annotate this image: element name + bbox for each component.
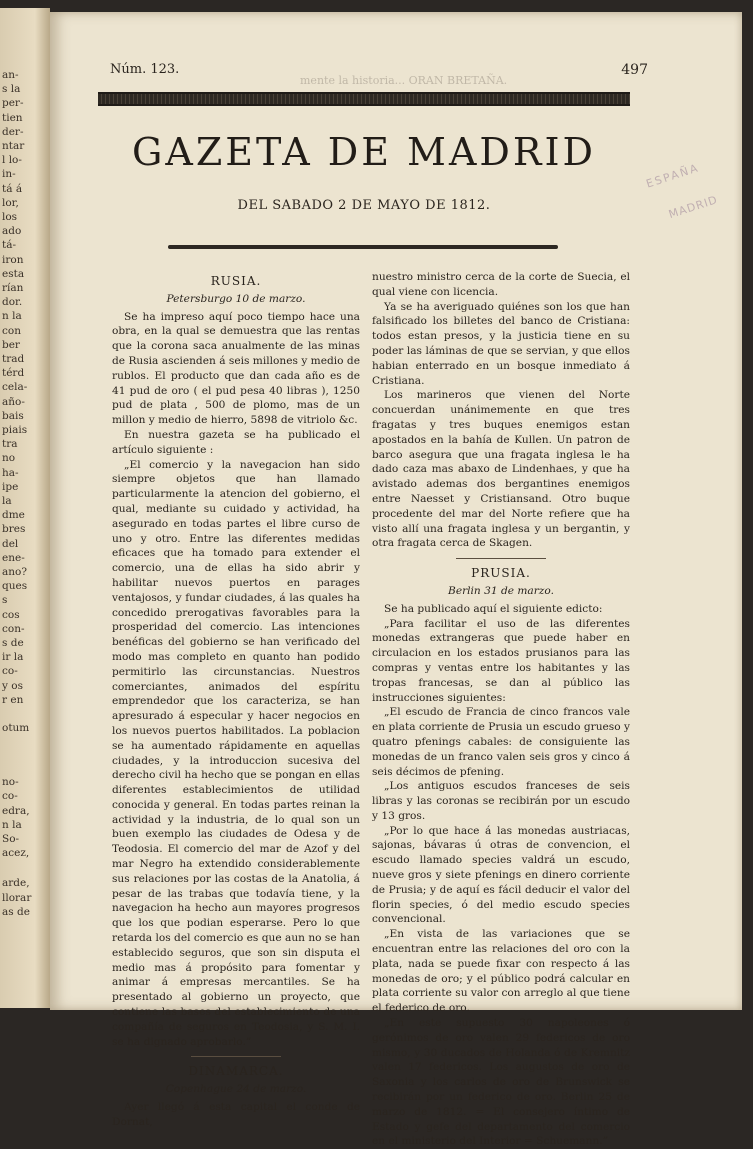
left-page-fragment: los	[2, 211, 18, 223]
section-separator	[456, 558, 546, 559]
left-page-fragment: iron	[2, 253, 24, 266]
left-page-fragment: ber	[2, 338, 20, 351]
prusia-paragraph: „Por lo que hace á las monedas austriacas, sajonas, bávaras ú otras de convencion, el escudo llamado species valdrá un escudo, nueve gros y siete pfenings en dinero corriente de Prusia; y de aquí es fácil deducir el valor del florin species, ó del medio escudo species convencional.	[372, 824, 630, 926]
left-page-fragment: ano?	[2, 566, 27, 578]
prusia-paragraph: „Los antiguos escudos franceses de seis libras y las coronas se recibirán por un escudo y 13 gros.	[372, 780, 630, 822]
left-page-fragment: del	[2, 537, 19, 550]
rusia-paragraph: Se ha impreso aquí poco tiempo hace una obra, en la qual se demuestra que las rentas que la corona saca anualmente de las minas de Rusia ascienden á seis millones y medio de rublos. El producto que dan cada año es de 41 pud de oro ( el pud pesa 40 libras ), 1250 pud de plata , 500 de plomo, mas de un millon y medio de hierro, 5898 de vitriolo &c.	[112, 310, 360, 427]
left-page-fragment: cela-	[2, 381, 28, 394]
left-page-fragment: con-	[2, 622, 25, 635]
left-page-fragment: tá á	[2, 182, 23, 195]
left-page-fragment: ques	[2, 580, 28, 593]
dinamarca-paragraph-start: Ayer llegó á esta capital el conde de Dornat,	[112, 1101, 360, 1128]
left-page-fragment: ene-	[2, 551, 25, 564]
dinamarca-paragraph: nuestro ministro cerca de la corte de Suecia, el qual viene con licencia.	[372, 271, 630, 298]
right-column	[372, 270, 630, 1149]
library-stamp	[628, 149, 748, 256]
left-page-fragment: tra	[2, 438, 18, 451]
left-page-fragment: piais	[2, 424, 28, 436]
left-page-fragment: esta	[2, 267, 25, 280]
section-heading-prusia: PRUSIA.	[471, 566, 531, 581]
left-page-fragment: cos	[2, 608, 20, 621]
left-page-fragment: y os	[2, 679, 23, 692]
stamp-line-1: ESPAÑA	[644, 161, 701, 191]
left-page-fragment: ha-	[2, 466, 19, 479]
dateline-berlin: Berlin 31 de marzo.	[448, 584, 554, 597]
left-page-fragment: no-	[2, 776, 19, 789]
date-rule	[168, 245, 558, 249]
left-page-fragment: s de	[2, 637, 24, 649]
issue-date: DEL SABADO 2 DE MAYO DE 1812.	[237, 198, 491, 213]
left-page-fragment: n la	[2, 818, 22, 831]
left-page-fragment: con	[2, 324, 21, 337]
left-page-fragment: ipe	[2, 480, 19, 493]
left-page-fragment: dme	[2, 509, 25, 522]
left-page-fragment: bais	[2, 409, 24, 422]
left-page-fragment: ntar	[2, 140, 25, 152]
left-page-fragment: in-	[2, 168, 16, 181]
left-page-fragment: tá-	[2, 239, 17, 252]
left-page-edge	[0, 8, 50, 1008]
left-page-fragment: der-	[2, 125, 24, 138]
left-page-fragment: ado	[2, 225, 22, 238]
prusia-paragraph: „En este supuesto 30 napoleones ó gerónimos de oro valen 29 federicos de oro mismo, y 30 ducados de Holanda ó de Kremnitz valen 17 federicos. Los augustos de oro de Saxonia y los carlos de oro de Brunswick se recibirán por un federico de oro. Berlin 25 de marzo de 1812. = El consejero íntimo de Estado y gefe del departamento del comercio en el ministerio del Interior = Schuemann.”	[372, 1017, 630, 1148]
prusia-paragraph: „Para facilitar el uso de las diferentes monedas extrangeras que puede haber en circulacion en los estados prusianos para las compras y ventas entre los habitantes y las tropas francesas, se dan al público las instrucciones siguientes:	[372, 617, 630, 704]
rusia-paragraph: „El comercio y la navegacion han sido siempre objetos que han llamado particularmente la atencion del gobierno, el qual, mediante su cuidado y actividad, ha asegurado en todas partes el libre curso de uno y otro. Entre las diferentes medidas eficaces que ha tomado para extender el comercio, una de ellas ha sido abrir y habilitar nuevos puertos en parages ventajosos, y fundar ciudades, á las quales ha concedido prerogativas favorables para la prosperidad del comercio. Las intenciones benéficas del gobierno se han verificado del modo mas completo en quanto han podido permitirlo las circunstancias. Nuestros comerciantes, animados del espíritu emprendedor que los caracteriza, se han apresurado á especular y hacer negocios en los nuevos puertos habilitados. La poblacion se ha aumentado rápidamente en aquellas ciudades, y la introduccion sucesiva del derecho civil ha hecho que se pongan en ellas diferentes establecimientos de utilidad conocida y general. En todas partes reinan la actividad y la industria, de lo qual son un buen exemplo las ciudades de Odesa y de Teodosia. El comercio del mar de Azof y del mar Negro ha extendido considerablemente sus relaciones por las costas de la Anatolia, á pesar de las trabas que todavía tiene, y la navegacion ha hecho aun mayores progresos que los que podian esperarse. Pero lo que retarda los del comercio es que aun no se han establecido seguros, que son sin disputa el medio mas á propósito para fomentar y animar á empresas mercantiles. Se ha presentado al gobierno un proyecto, que contiene las bases del establecimiento de una compañía de seguros en Teodosia, y S. M. I. se ha dignado aprobarlo.”	[112, 458, 360, 1048]
masthead-title: GAZETA DE MADRID	[132, 130, 596, 174]
left-page-fragment: bres	[2, 523, 26, 536]
left-page-fragment: acez,	[2, 847, 30, 860]
left-page-fragment: co-	[2, 790, 18, 803]
page-number: 497	[621, 62, 648, 78]
left-page-fragment: año-	[2, 395, 25, 408]
left-page-fragment: no	[2, 452, 16, 465]
left-page-fragment: l lo-	[2, 154, 22, 167]
section-heading-dinamarca: DINAMARCA.	[188, 1064, 284, 1079]
left-column	[112, 270, 360, 1130]
left-page-fragment: So-	[2, 833, 20, 845]
left-page-fragment: arde,	[2, 877, 30, 890]
left-page-fragment: per-	[2, 97, 24, 110]
dateline-petersburgo: Petersburgo 10 de marzo.	[166, 292, 306, 305]
prusia-paragraph: „El escudo de Francia de cinco francos vale en plata corriente de Prusia un escudo grueso y quatro pfenings cabales: de consiguiente las monedas de un franco valen seis gros y cinco á seis décimos de pfening.	[372, 706, 630, 778]
left-page-fragment: térd	[2, 367, 25, 380]
stamp-line-2: MADRID	[667, 193, 720, 222]
left-page-fragment: n la	[2, 310, 22, 323]
left-page-fragment: lor,	[2, 196, 19, 209]
section-separator	[191, 1056, 281, 1057]
dinamarca-paragraph: Los marineros que vienen del Norte concuerdan unánimemente en que tres fragatas y tres buques enemigos estan apostados en la bahía de Kullen. Un patron de barco asegura que una fragata inglesa le ha dado caza mas abaxo de Lindenhaes, y que ha avistado ademas dos bergantines enemigos entre Naesset y Cristiansand. Otro buque procedente del mar del Norte refiere que ha visto allí una fragata inglesa y un bergantin, y otra fragata cerca de Skagen.	[372, 389, 630, 550]
left-page-fragment: s	[2, 594, 8, 607]
left-page-fragment: co-	[2, 665, 18, 678]
prusia-paragraph: Se ha publicado aquí el siguiente edicto:	[384, 602, 603, 615]
left-page-fragment: edra,	[2, 804, 30, 817]
left-page-fragment: la	[2, 495, 12, 507]
left-page-fragment: r en	[2, 693, 24, 706]
left-page-fragment: as de	[2, 905, 30, 918]
left-page-fragment: an-	[2, 69, 19, 81]
left-page-fragment: trad	[2, 353, 25, 365]
dinamarca-paragraph: Ya se ha averiguado quiénes son los que han falsificado los billetes del banco de Cristiana: todos estan presos, y la justicia tiene en su poder las láminas de que se servian, y que ellos habian enterrado en un bosque inmediato á Cristiana.	[372, 300, 630, 387]
left-page-fragment: tien	[2, 111, 23, 124]
section-heading-rusia: RUSIA.	[210, 274, 262, 288]
left-page-fragment: llorar	[2, 891, 32, 904]
rusia-paragraph: En nuestra gazeta se ha publicado el artículo siguiente :	[112, 428, 360, 456]
newspaper-page	[50, 12, 742, 1148]
left-page-fragment: ir la	[2, 651, 24, 664]
dateline-copenhague: Copenhague 24 de marzo.	[165, 1083, 307, 1096]
left-page-fragment: dor.	[2, 296, 23, 309]
left-page-fragment: otum	[2, 722, 30, 734]
left-page-fragment: rían	[2, 282, 24, 294]
header-rule	[98, 92, 630, 106]
issue-number: Núm. 123.	[110, 62, 180, 77]
bleed-through-text: mente la historia... ORAN BRETAÑA.	[300, 74, 508, 87]
left-page-fragment: s la	[2, 83, 21, 96]
prusia-paragraph: „En vista de las variaciones que se encuentran entre las relaciones del oro con la plata, nada se puede fixar con respecto á las monedas de oro; y el público podrá calcular en plata corriente su valor con arreglo al que tiene el federico de oro.	[372, 928, 630, 1015]
